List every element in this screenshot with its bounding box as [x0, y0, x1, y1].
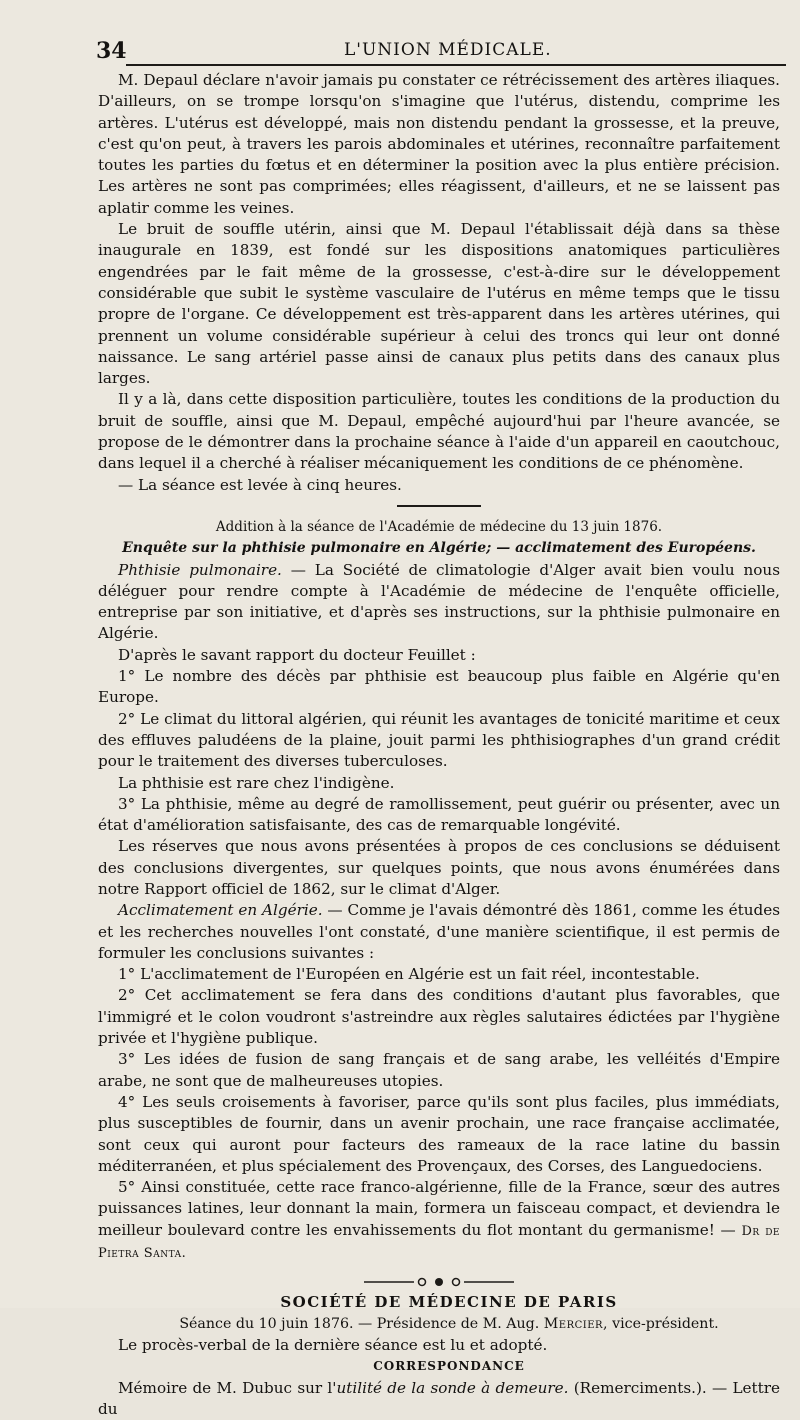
seance-line	[98, 1314, 780, 1335]
section-divider	[397, 505, 481, 507]
correspondance-heading: CORRESPONDANCE	[373, 1359, 525, 1374]
header-rule	[126, 64, 786, 66]
paragraph: D'après le savant rapport du docteur Feuillet :	[118, 645, 476, 664]
page-header	[96, 34, 786, 64]
paragraph: 2° Le climat du littoral algérien, qui réunit les avantages de tonicité maritime et ceux des effluves paludéens de la plaine, jouit parmi les phthisiographes d'un grand crédit pour le traitement des diverses tuberculoses.	[98, 709, 780, 771]
memoire-title: utilité de la sonde à demeure.	[336, 1378, 569, 1397]
addition-subtitle: Enquête sur la phthisie pulmonaire en Algérie; — acclimatement des Européens.	[122, 540, 756, 557]
paragraph: 4° Les seuls croisements à favoriser, parce qu'ils sont plus faciles, plus immédiats, plus susceptibles de fournir, dans un avenir prochain, une race française acclimatée, sont ceux qui auront pour facteurs des rameaux de la race latine du bassin méditerranéen, et plus spécialement des Provençaux, des Corses, des Languedociens.	[98, 1092, 780, 1175]
paragraph-text: (Remerciments.). — Lettre du	[98, 1378, 780, 1418]
paragraph	[98, 1378, 780, 1420]
paragraph: 3° La phthisie, même au degré de ramollissement, peut guérir ou présenter, avec un état d'amélioration satisfaisante, des cas de remarquable longévité.	[98, 794, 780, 835]
seance-suffix: , vice-président.	[603, 1315, 719, 1332]
society-title: SOCIÉTÉ DE MÉDECINE DE PARIS	[280, 1293, 618, 1312]
section-lead: Phthisie pulmonaire.	[118, 560, 282, 579]
paragraph-text: — La Société de climatologie d'Alger avait bien voulu nous déléguer pour rendre compte à l'Académie de médecine de l'enquête officielle, entreprise par son initiative, et d'après ses instructions, sur la phthisie pulmonaire en Algérie.	[98, 560, 780, 643]
paragraph	[98, 900, 780, 964]
president-name: Mercier	[543, 1315, 604, 1332]
paragraph: Les réserves que nous avons présentées à propos de ces conclusions se déduisent des conclusions divergentes, sur quelques points, que nous avons énumérées dans notre Rapport officiel de 1862, sur le climat d'Alger.	[98, 837, 780, 898]
ornament-icon	[364, 1275, 514, 1289]
paragraph: Il y a là, dans cette disposition particulière, toutes les conditions de la production du bruit de souffle, ainsi que M. Depaul, empêché aujourd'hui par l'heure avancée, se propose de le démontrer dans la prochaine séance à l'aide d'un appareil en caoutchouc, dans lequel il a cherché à réaliser mécaniquement les conditions de ce phénomène.	[98, 390, 780, 473]
page-number: 34	[96, 38, 127, 64]
paragraph: 2° Cet acclimatement se fera dans des conditions d'autant plus favorables, que l'immigré et le colon voudront s'astreindre aux règles salutaires édictées par l'hygiène privée et l'hygiène publique.	[98, 986, 780, 1048]
seance-text: Séance du 10 juin 1876. — Présidence de M. Aug.	[179, 1315, 544, 1332]
paragraph-text: 5° Ainsi constituée, cette race franco-algérienne, fille de la France, sœur des autres puissances latines, leur donnant la main, formera un faisceau compact, et deviendra le meilleur boulevard contre les envahissements du flot montant du germanisme! —	[98, 1178, 780, 1239]
section-lead: Acclimatement en Algérie.	[118, 901, 323, 920]
paragraph	[98, 1177, 780, 1264]
paragraph: La phthisie est rare chez l'indigène.	[118, 773, 395, 792]
author-signature: Dr de Pietra Santa.	[98, 1223, 780, 1262]
paragraph: — La séance est levée à cinq heures.	[118, 475, 402, 494]
paragraph: Le procès-verbal de la dernière séance est lu et adopté.	[118, 1335, 548, 1354]
paragraph: 1° L'acclimatement de l'Européen en Algérie est un fait réel, incontestable.	[118, 965, 700, 984]
paragraph: M. Depaul déclare n'avoir jamais pu constater ce rétrécissement des artères iliaques. D'ailleurs, on se trompe lorsqu'on s'imagine que l'utérus, distendu, comprime les artères. L'utérus est développé, mais non distendu pendant la grossesse, et la preuve, c'est qu'on peut, à travers les parois abdominales et utérines, reconnaître parfaitement toutes les parties du fœtus et en déterminer la position avec la plus entière précision. Les artères ne sont pas comprimées; elles réagissent, d'ailleurs, et ne se laissent pas aplatir comme les veines.	[98, 71, 780, 217]
running-title: L'UNION MÉDICALE.	[344, 40, 552, 60]
paragraph	[98, 560, 780, 645]
paragraph-text: — Comme je l'avais démontré dès 1861, comme les études et les recherches nouvelles l'ont constaté, d'une manière scientifique, il est permis de formuler les conclusions suivantes :	[98, 901, 780, 962]
addition-title: Addition à la séance de l'Académie de médecine du 13 juin 1876.	[215, 518, 663, 535]
paragraph: 3° Les idées de fusion de sang français et de sang arabe, les velléités d'Empire arabe, ne sont que de malheureuses utopies.	[98, 1050, 780, 1090]
paragraph: 1° Le nombre des décès par phthisie est beaucoup plus faible en Algérie qu'en Europe.	[98, 667, 780, 707]
paragraph: Le bruit de souffle utérin, ainsi que M. Depaul l'établissait déjà dans sa thèse inaugurale en 1839, est fondé sur les dispositions anatomiques particulières engendrées par le fait même de la grossesse, c'est-à-dire sur le développement considérable que subit le système vasculaire de l'utérus en même temps que le tissu propre de l'organe. Ce développement est très-apparent dans les artères utérines, qui prennent un volume considérable supérieur à celui des troncs qui leur ont donné naissance. Le sang artériel passe ainsi de canaux plus petits dans des canaux plus larges.	[98, 220, 780, 388]
ornament-divider	[98, 1274, 780, 1288]
article-body	[98, 70, 780, 1420]
paragraph-text: Mémoire de M. Dubuc sur l'	[118, 1378, 337, 1397]
